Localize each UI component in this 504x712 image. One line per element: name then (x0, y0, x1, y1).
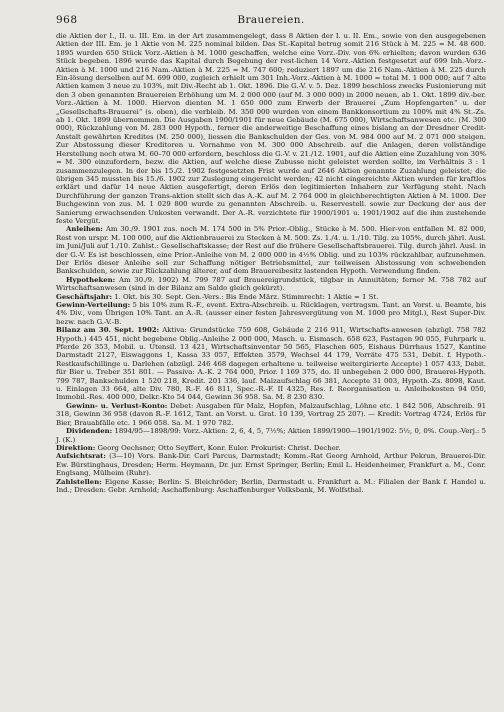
paragraph-text: 5 bis 10% zum R.-F., event. Extra-Abschreib. u. Rücklagen, vertragsm. Tant. an Vorst. u. Beamte, bis 4% Div., vom Übrigen 10% Tant. an A.-R. (ausser einer festen Jahresvergütung von M. 1000 pro Mitgl.), Rest Super-Div. bezw. nach G.-V.-B. (56, 301, 486, 326)
paragraph-lead: Dividenden: (66, 427, 113, 436)
paragraph-text: Aktiva: Grundstücke 759 608, Gebäude 2 216 911, Wirtschafts-anwesen (abzügl. 758 782 Hypoth.) 445 451, nicht begebene Oblig.-Anleihe 2 000 000, Masch. u. Eismasch. 658 623, Fastagen 90 055, Fuhrpark u. Pferde 26 353, Mobil. u. Utensil. 13 421, Wirtschaftsinventar 50 565, Flaschen 605, Eishaus Dürrhaus 1527, Kantine Darmstadt 2127, Eiswaggons 1, Kassa 33 057, Effekten 3579, Wechsel 44 179, Vorräte 475 531, Debit. f. Hypoth.-Restkaufschillinge u. Darlehen (abzügl. 246 468 dagegen erhaltene u. teilweise weitergirierte Accepte) 1 057 433, Debit. für Bier u. Treber 351 801. — Passiva: A.-K. 2 764 000, Prior. I 169 375, do. II unbegeben 2 000 000, Brauerei-Hypoth. 799 787, Bankschulden 1 520 218, Kredit. 201 336, lauf. Malzaufschlag 66 381, Accepte 31 003, Hypoth.-Zs. 8098, Kaut. u. Einlagen 33 664, alte Div. 780, R.-F. 46 811, Spec.-R.-F. II 4325, Res. f. Reorganisation u. Anleihekosten 94 050, Immobil.-Res. 400 000, Delkr.-Kto 54 044, Gewinn 36 958. Sa. M. 8 230 830. (56, 326, 486, 402)
paragraph-gewinn-verteilung (56, 301, 486, 326)
page-number: 968 (56, 14, 78, 26)
paragraph-text: die Aktien der I., II. u. III. Em. in der Art zusammengelegt, dass 8 Aktien der I. u. II. Em., sowie von den ausgegebenen Aktien der III. Em. je 1 Aktie von M. 225 nominal bilden. Das St.-Kapital betrug somit 216 Stück à M. 225 = M. 48 600. 1895 wurden 650 Stück Vorz.-Aktien à M. 1000 geschaffen, welche eine Vorz.-Div. von 6% erhielten; davon wurden 636 Stück begeben. 1896 wurde das Kapital durch Begebung der rest-lichen 14 Vorz.-Aktien festgesetzt auf 699 Inh.-Vorz.-Aktien à M. 1000 und 216 Nam.-Aktien à M. 225 = M. 747 600; reduziert 1897 um die 216 Nam.-Aktien à M. 225 durch Ein-lösung derselben auf M. 699 000, zugleich erhielt um 301 Inh.-Vorz.-Aktien à M. 1000 = total M. 1 000 000; auf 7 alte Aktien kamen 3 neue zu 103%, mit Div.-Recht ab 1. Okt. 1896. Die G.-V. v. 5. Dez. 1899 beschloss zwecks Fusionierung mit den 3 oben genannten Brauereien Erhöhung um M. 2 000 000 (auf M. 3 000 000) in 2000 neuen, ab 1. Okt. 1899 div.-ber. Vorz.-Aktien à M. 1000. Hiervon dienten M. 1 650 000 zum Erwerb der Brauerei „Zum Hopfengarten“ u. der „Gesellschafts-Brauerei“ (s. oben), die verbleib. M. 350 000 wurden von einem Bankkonsortium zu 100% mit 4% St.-Zs. ab 1. Okt. 1899 übernommen. Die Ausgaben 1900/1901 für neue Gebäude (M. 675 000), Wirtschaftsanwesen etc. (M. 300 000), Rückzahlung von M. 283 000 Hypoth., ferner die anderweitige Beschaffung eines bislang an der Dresdner Credit-Anstalt gewährten Kredites (M. 250 000), liessen die Bankschulden der Ges. von M. 984 000 auf M. 2 071 000 steigen. Zur Abstossung dieser Kreditoren u. Vornahme von M. 300 000 Abschreib. auf die Anlagen, deren vollständige Herstellung noch etwa M. 60–70 000 erfordern, beschloss die G.-V. v. 21./12. 1901, auf die Aktien eine Zuzahlung von 30% = M. 300 einzufordern, bezw. die Aktien, auf welche diese Zubusse nicht geleistet werden sollte, im Verhältnis 3 : 1 zusammenzulegen. In der bis 15./2. 1902 festgesetzten Frist wurde auf 2646 Aktien genannte Zuzahlung geleistet; die übrigen 345 mussten bis 15./6. 1902 zur Zuslegung eingereicht werden; 42 nicht eingereichte Aktien wurden für kraftlos erklärt und dafür 14 neue Aktien ausgefertigt, deren Erlös den legitimierten Inhabern zur Verfügung steht. Nach Durchführung der ganzen Trans-aktion stellt sich das A.-K. auf M. 2 764 000 in gleichberechtigten Aktien à M. 1000. Der Buchgewinn von zus. M. 1 029 800 wurde zu genannten Abschreib. u. Reservestell. sowie zur Deckung der aus der Sanierung erwachsenden Unkosten verwandt. Der A.-R. verzichtete für 1900/1901 u. 1901/1902 auf die ihm zustehende feste Vergüt. (56, 32, 486, 225)
paragraph-lead: Aufsichtsrat: (56, 452, 106, 461)
paragraph-gewinn-verlust (56, 402, 486, 427)
paragraph-lead: Gewinn-Verteilung: (56, 301, 131, 309)
paragraph-text: 1894/95—1898/99: Vorz.-Aktien: 2, 6, 4, 5, 7½%; Aktien 1899/1900—1901/1902: 5½, 0, 0%. Coup.-Verj.: 5 J. (K.) (56, 427, 486, 444)
paragraph-lead: Gewinn- u. Verlust-Konto: (66, 401, 168, 410)
paragraph-lead: Zahlstellen: (56, 477, 102, 486)
paragraph-dividenden (56, 427, 486, 444)
paragraph-lead: Bilanz am 30. Sept. 1902: (56, 326, 160, 335)
page-header (56, 14, 486, 28)
paragraph-bilanz (56, 326, 486, 402)
paragraph-aufsichtsrat (56, 452, 486, 477)
paragraph-text: Debet: Ausgaben für Malz, Hopfen, Malzaufschlag, Löhne etc. 1 842 506, Abschreib. 91 318, Gewinn 36 958 (davon R.-F. 1612, Tant. an Vorst. u. Grat. 10 139, Vortrag 25 207). — Kredit: Vortrag 4724, Erlös für Bier, Brauabfälle etc. 1 966 058. Sa. M. 1 970 782. (56, 401, 486, 427)
paragraph-text: (3—10) Vors. Bank-Dir. Carl Parcus, Darmstadt; Komm.-Rat Georg Arnhold, Arthur Pekrun, Brauerei-Dir. Ew. Bürstinghaus, Dresden; Herm. Heymann, Dr. jur. Ernst Springer, Berlin; Emil L. Heidenheimer, Frankfurt a. M., Conr. Englsang, Mülheim (Ruhr). (56, 452, 486, 478)
paragraph-text: 1. Okt. bis 30. Sept. Gen.-Vers.: Bis Ende März. Stimmrecht: 1 Aktie = 1 St. (112, 292, 379, 301)
paragraph-anleihen (56, 225, 486, 275)
paragraph-lead: Direktion: (56, 443, 96, 452)
paragraph-lead: Hypotheken: (66, 275, 116, 284)
paragraph-zahlstellen (56, 478, 486, 495)
paragraph-lead: Anleihen: (66, 225, 103, 234)
paragraph-direktion (56, 444, 486, 452)
paragraph-capital-history (56, 32, 486, 225)
paragraph-lead: Geschäftsjahr: (56, 292, 112, 301)
paragraph-hypotheken (56, 276, 486, 293)
body-text (56, 32, 486, 494)
paragraph-text: Eigene Kasse; Berlin: S. Bleichröder; Berlin, Darmstadt u. Frankfurt a. M.: Filialen der Bank f. Handel u. Ind.; Dresden: Gebr. Arnhold; Aschaffenburg: Aschaffenburger Volksbank, M. Wolfsthal. (56, 477, 486, 494)
paragraph-geschaeftsjahr (56, 293, 486, 301)
paragraph-text: Georg Oechsner, Otto Seyffert, Konr. Euler. Prokurist: Christ. Decher. (95, 443, 341, 452)
paragraph-text: Am 30./9. 1901 zus. noch M. 174 500 in 5% Prior.-Oblig., Stücke à M. 500. Hier-von entfallen M. 82 000, Rest von urspr. M. 100 000, auf die Aktienbrauerei zu Stecken à M. 500. Zs. 1./4. u. 1./10. Tilg. zu 105%, durch jährl. Ausl. im Juni/Juli auf 1./10. Zahlst.: Gesellschaftskasse; der Rest auf die frühere Gesellschaftsbrauerei. Tilg. durch jährl. Ausl. in der G.-V. Es ist beschlossen, eine Prior.-Anleihe von M. 2 000 000 in 4½% Oblig. und zu 103% rückzahlbar, aufzunehmen. Der Erlös dieser Anleihe soll zur Schaffung nötiger Betriebsmittel, zur teilweisen Abstossung von schwebenden Bankschulden, sowie zur Rückzahlung älterer, auf dem Brauereibesitz lastenden Hypoth. Verwendung finden. (56, 225, 486, 276)
running-head: Brauereien. (237, 14, 305, 26)
paragraph-text: Am 30./9. 1902) M. 799 787 auf Brauereigrundstück, tilgbar in Annuitäten; ferner M. 758 782 auf Wirtschaftsanwesen (sind in der Bilanz am Saldo gleich gekürzt). (56, 275, 486, 293)
